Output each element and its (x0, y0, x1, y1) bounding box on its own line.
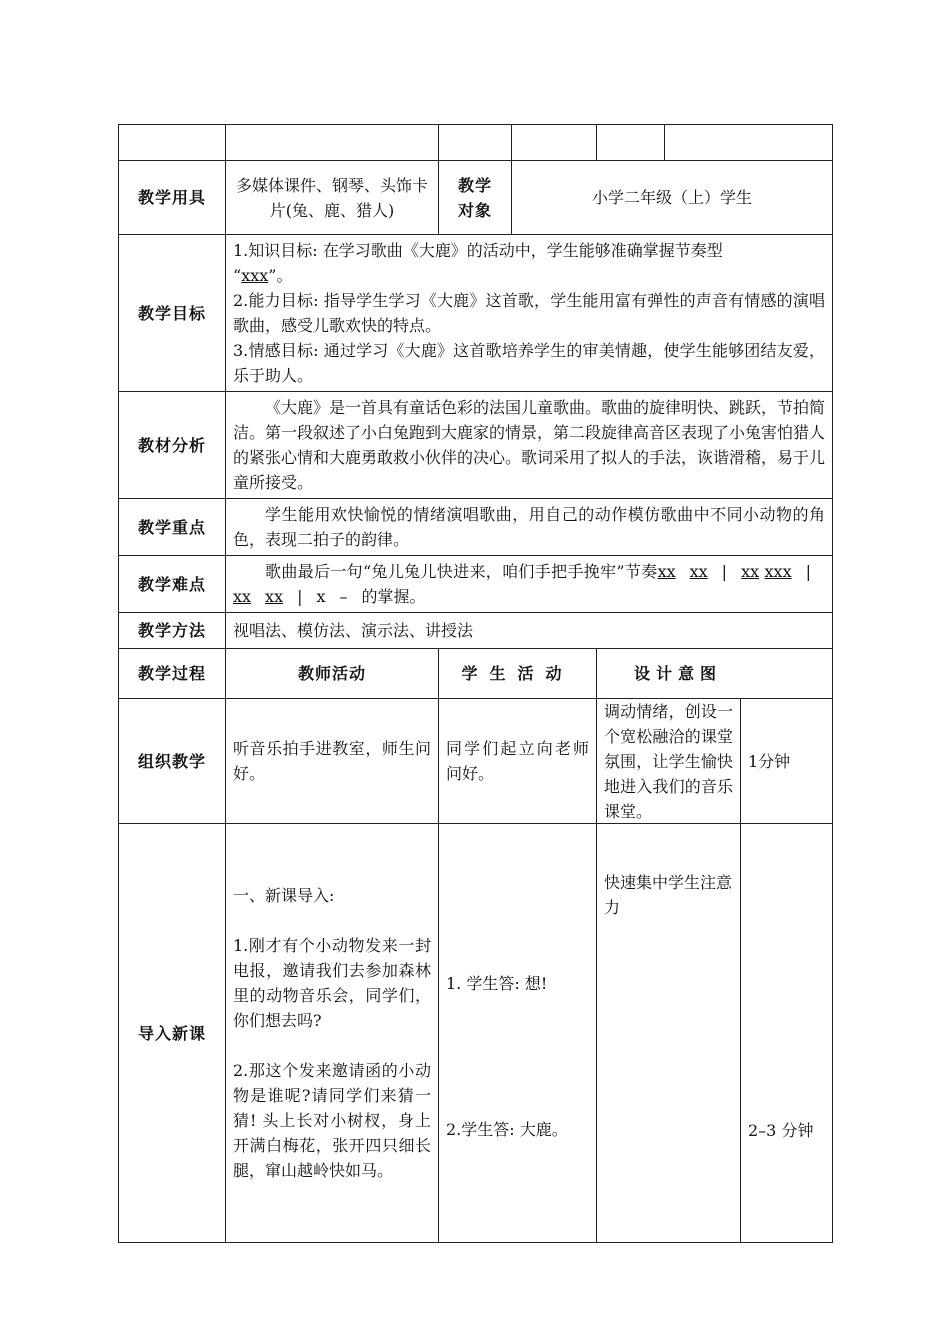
organize-label: 组织教学 (119, 699, 226, 824)
difficulty-row (119, 556, 833, 613)
goals-label: 教学目标 (119, 235, 226, 392)
target-label-line1: 教学 (457, 175, 492, 195)
intro-teacher (226, 824, 439, 1243)
process-col-teacher: 教师活动 (226, 649, 439, 699)
intro-teacher-p1: 1.刚才有个小动物发来一封电报，邀请我们去参加森林里的动物音乐会，同学们，你们想去吗? (233, 936, 431, 1030)
organize-row (119, 699, 833, 824)
intro-student (439, 824, 597, 1243)
organize-intent-time (597, 699, 833, 824)
key-points-row (119, 499, 833, 556)
methods-value: 视唱法、模仿法、演示法、讲授法 (226, 613, 833, 649)
intro-teacher-p2: 2.那这个发来邀请函的小动物是谁呢?请同学们来猜一猜! 头上长对小树杈，身上开满白梅花，张开四只细长腿，窜山越岭快如马。 (233, 1061, 431, 1180)
analysis-label: 教材分析 (119, 392, 226, 499)
process-header-row (119, 649, 833, 699)
methods-row (119, 613, 833, 649)
intro-intent: 快速集中学生注意力 (597, 824, 741, 1242)
intro-student-a1: 1. 学生答: 想! (446, 973, 548, 993)
methods-label: 教学方法 (119, 613, 226, 649)
intro-student-a2: 2.学生答: 大鹿。 (446, 1119, 568, 1139)
goal-emotion: 3.情感目标: 通过学习《大鹿》这首歌培养学生的审美情趣，使学生能够团结友爱，乐于助人。 (233, 341, 825, 385)
intro-row (119, 824, 833, 1243)
intro-time: 2–3 分钟 (748, 1121, 814, 1140)
target-label (439, 161, 512, 235)
organize-student: 同学们起立向老师问好。 (439, 699, 597, 824)
key-points-label: 教学重点 (119, 499, 226, 556)
goal-knowledge: 1.知识目标: 在学习歌曲《大鹿》的活动中，学生能够准确掌握节奏型 (233, 241, 723, 260)
process-col-stage: 教学过程 (119, 649, 226, 699)
intro-intent-time (597, 824, 833, 1243)
process-col-student: 学生活动 (461, 664, 574, 683)
rhythm-notation: xxx (241, 266, 269, 285)
goal-ability: 2.能力目标: 指导学生学习《大鹿》这首歌，学生能用富有弹性的声音有情感的演唱歌曲，感受儿歌欢快的特点。 (233, 291, 825, 335)
target-value: 小学二年级（上）学生 (512, 161, 833, 235)
organize-time: 1分钟 (748, 751, 791, 771)
goal-knowledge-rhythm: “xxx”。 (233, 266, 293, 285)
goals-content (226, 235, 833, 392)
goals-row (119, 235, 833, 392)
empty-header-row (119, 125, 833, 161)
tools-row (119, 161, 833, 235)
key-points-text: 学生能用欢快愉悦的情绪演唱歌曲，用自己的动作模仿歌曲中不同小动物的角色，表现二拍子的韵律。 (226, 499, 833, 556)
organize-intent: 调动情绪，创设一个宽松融洽的课堂氛围，让学生愉快地进入我们的音乐课堂。 (597, 699, 741, 823)
difficulty-label: 教学难点 (119, 556, 226, 613)
process-col-intent: 设计意图 (633, 664, 722, 683)
tools-label: 教学用具 (119, 161, 226, 235)
analysis-row (119, 392, 833, 499)
target-label-line2: 对象 (457, 200, 492, 220)
intro-teacher-title: 一、新课导入: (233, 886, 335, 905)
difficulty-text: 歌曲最后一句“兔儿兔儿快进来，咱们手把手挽牢”节奏xx xx | xx xxx |xx xx | x – 的掌握。 (226, 556, 833, 613)
lesson-plan-table (118, 124, 833, 1243)
intro-label: 导入新课 (119, 824, 226, 1243)
tools-value: 多媒体课件、钢琴、头饰卡片(兔、鹿、猎人) (226, 161, 439, 235)
organize-teacher: 听音乐拍手进教室，师生问好。 (226, 699, 439, 824)
analysis-text: 《大鹿》是一首具有童话色彩的法国儿童歌曲。歌曲的旋律明快、跳跃，节拍简洁。第一段叙述了小白兔跑到大鹿家的情景，第二段旋律高音区表现了小兔害怕猎人的紧张心情和大鹿勇敢救小伙伴的决心。歌词采用了拟人的手法，诙谐滑稽，易于儿童所接受。 (226, 392, 833, 499)
